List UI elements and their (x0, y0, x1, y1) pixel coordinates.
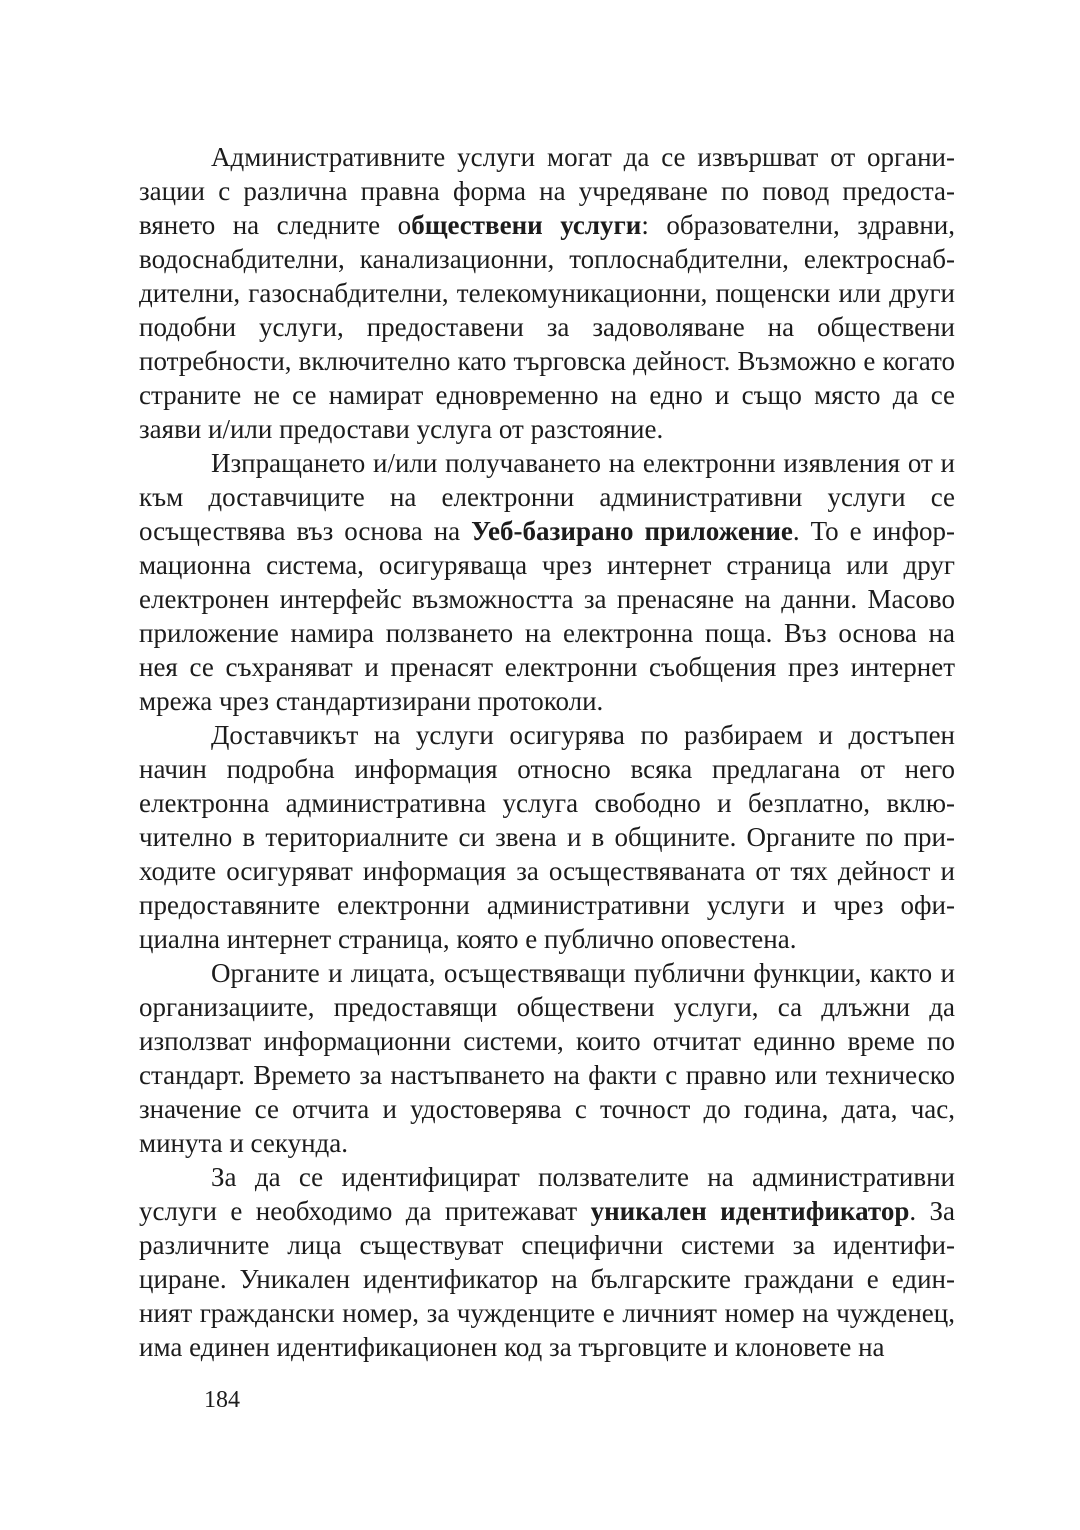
paragraph-text: . То е информационна система, осигуряваща чрез интернет страница или друг електронен интерфейс възможността за пренасяне на данни. Масово приложение намира ползването на електронна поща. Въз основа на нея се съхраняват и пренасят електронни съобщения през интернет мрежа чрез стандартизирани протоколи. (139, 516, 956, 716)
paragraph-service-provider (139, 718, 955, 956)
page-number: 184 (204, 1387, 240, 1413)
paragraph-unique-identifier (139, 1160, 955, 1364)
paragraph-public-services (139, 140, 955, 446)
paragraph-text: : образователни, здравни, водоснабдителни, канализационни, топлоснабдителни, електроснабдителни, газоснабдителни, телекомуникационни, пощенски или други подобни услуги, предоставени за задоволяване на обществени потребности, включително като търговска дейност. Възможно е когато страните не се намират едновременно на едно и също място да се заяви и/или предостави услуга от разстояние. (139, 210, 955, 444)
term-unique-identifier: уникален идентификатор (590, 1196, 910, 1226)
paragraph-text: Изпращането и/или получаването на електронни изявления от и към доставчиците на електронни административни услуги се осъществява въз основа на (139, 448, 955, 546)
paragraph-text: . За различните лица съществуват специфични системи за идентифициране. Уникален идентификатор на българските граждани е единният граждански номер, за чужденците е личният номер на чужденец, има единен идентификационен код за търговците и клоновете на (139, 1196, 956, 1362)
paragraph-text: Доставчикът на услуги осигурява по разбираем и достъпен начин подробна информация относно всяка предлагана от него електронна административна услуга свободно и безплатно, включително в териториалните си звена и в общините. Органите по приходите осигуряват информация за осъществяваната от тях дейност и предоставяните електронни административни услуги и чрез официална интернет страница, която е публично оповестена. (139, 720, 955, 954)
paragraph-text: За да се идентифицират ползвателите на административни услуги е необходимо да притежават (139, 1162, 955, 1226)
paragraph-web-application (139, 446, 955, 718)
paragraph-unified-time (139, 956, 955, 1160)
paragraph-text: Органите и лицата, осъществяващи публични функции, както и организациите, предоставящи обществени услуги, са длъжни да използват информационни системи, които отчитат единно време по стандарт. Времето за настъпването на факти с правно или техническо значение се отчита и удостоверява с точност до година, дата, час, минута и секунда. (139, 958, 955, 1158)
page-body (139, 140, 955, 1364)
paragraph-text: Административните услуги могат да се извършват от организации с различна правна форма на учредяване по повод предоставянето на следните о (139, 142, 955, 240)
term-public-services: бществени услуги (411, 210, 642, 240)
term-web-application: Уеб-базирано приложение (471, 516, 793, 546)
